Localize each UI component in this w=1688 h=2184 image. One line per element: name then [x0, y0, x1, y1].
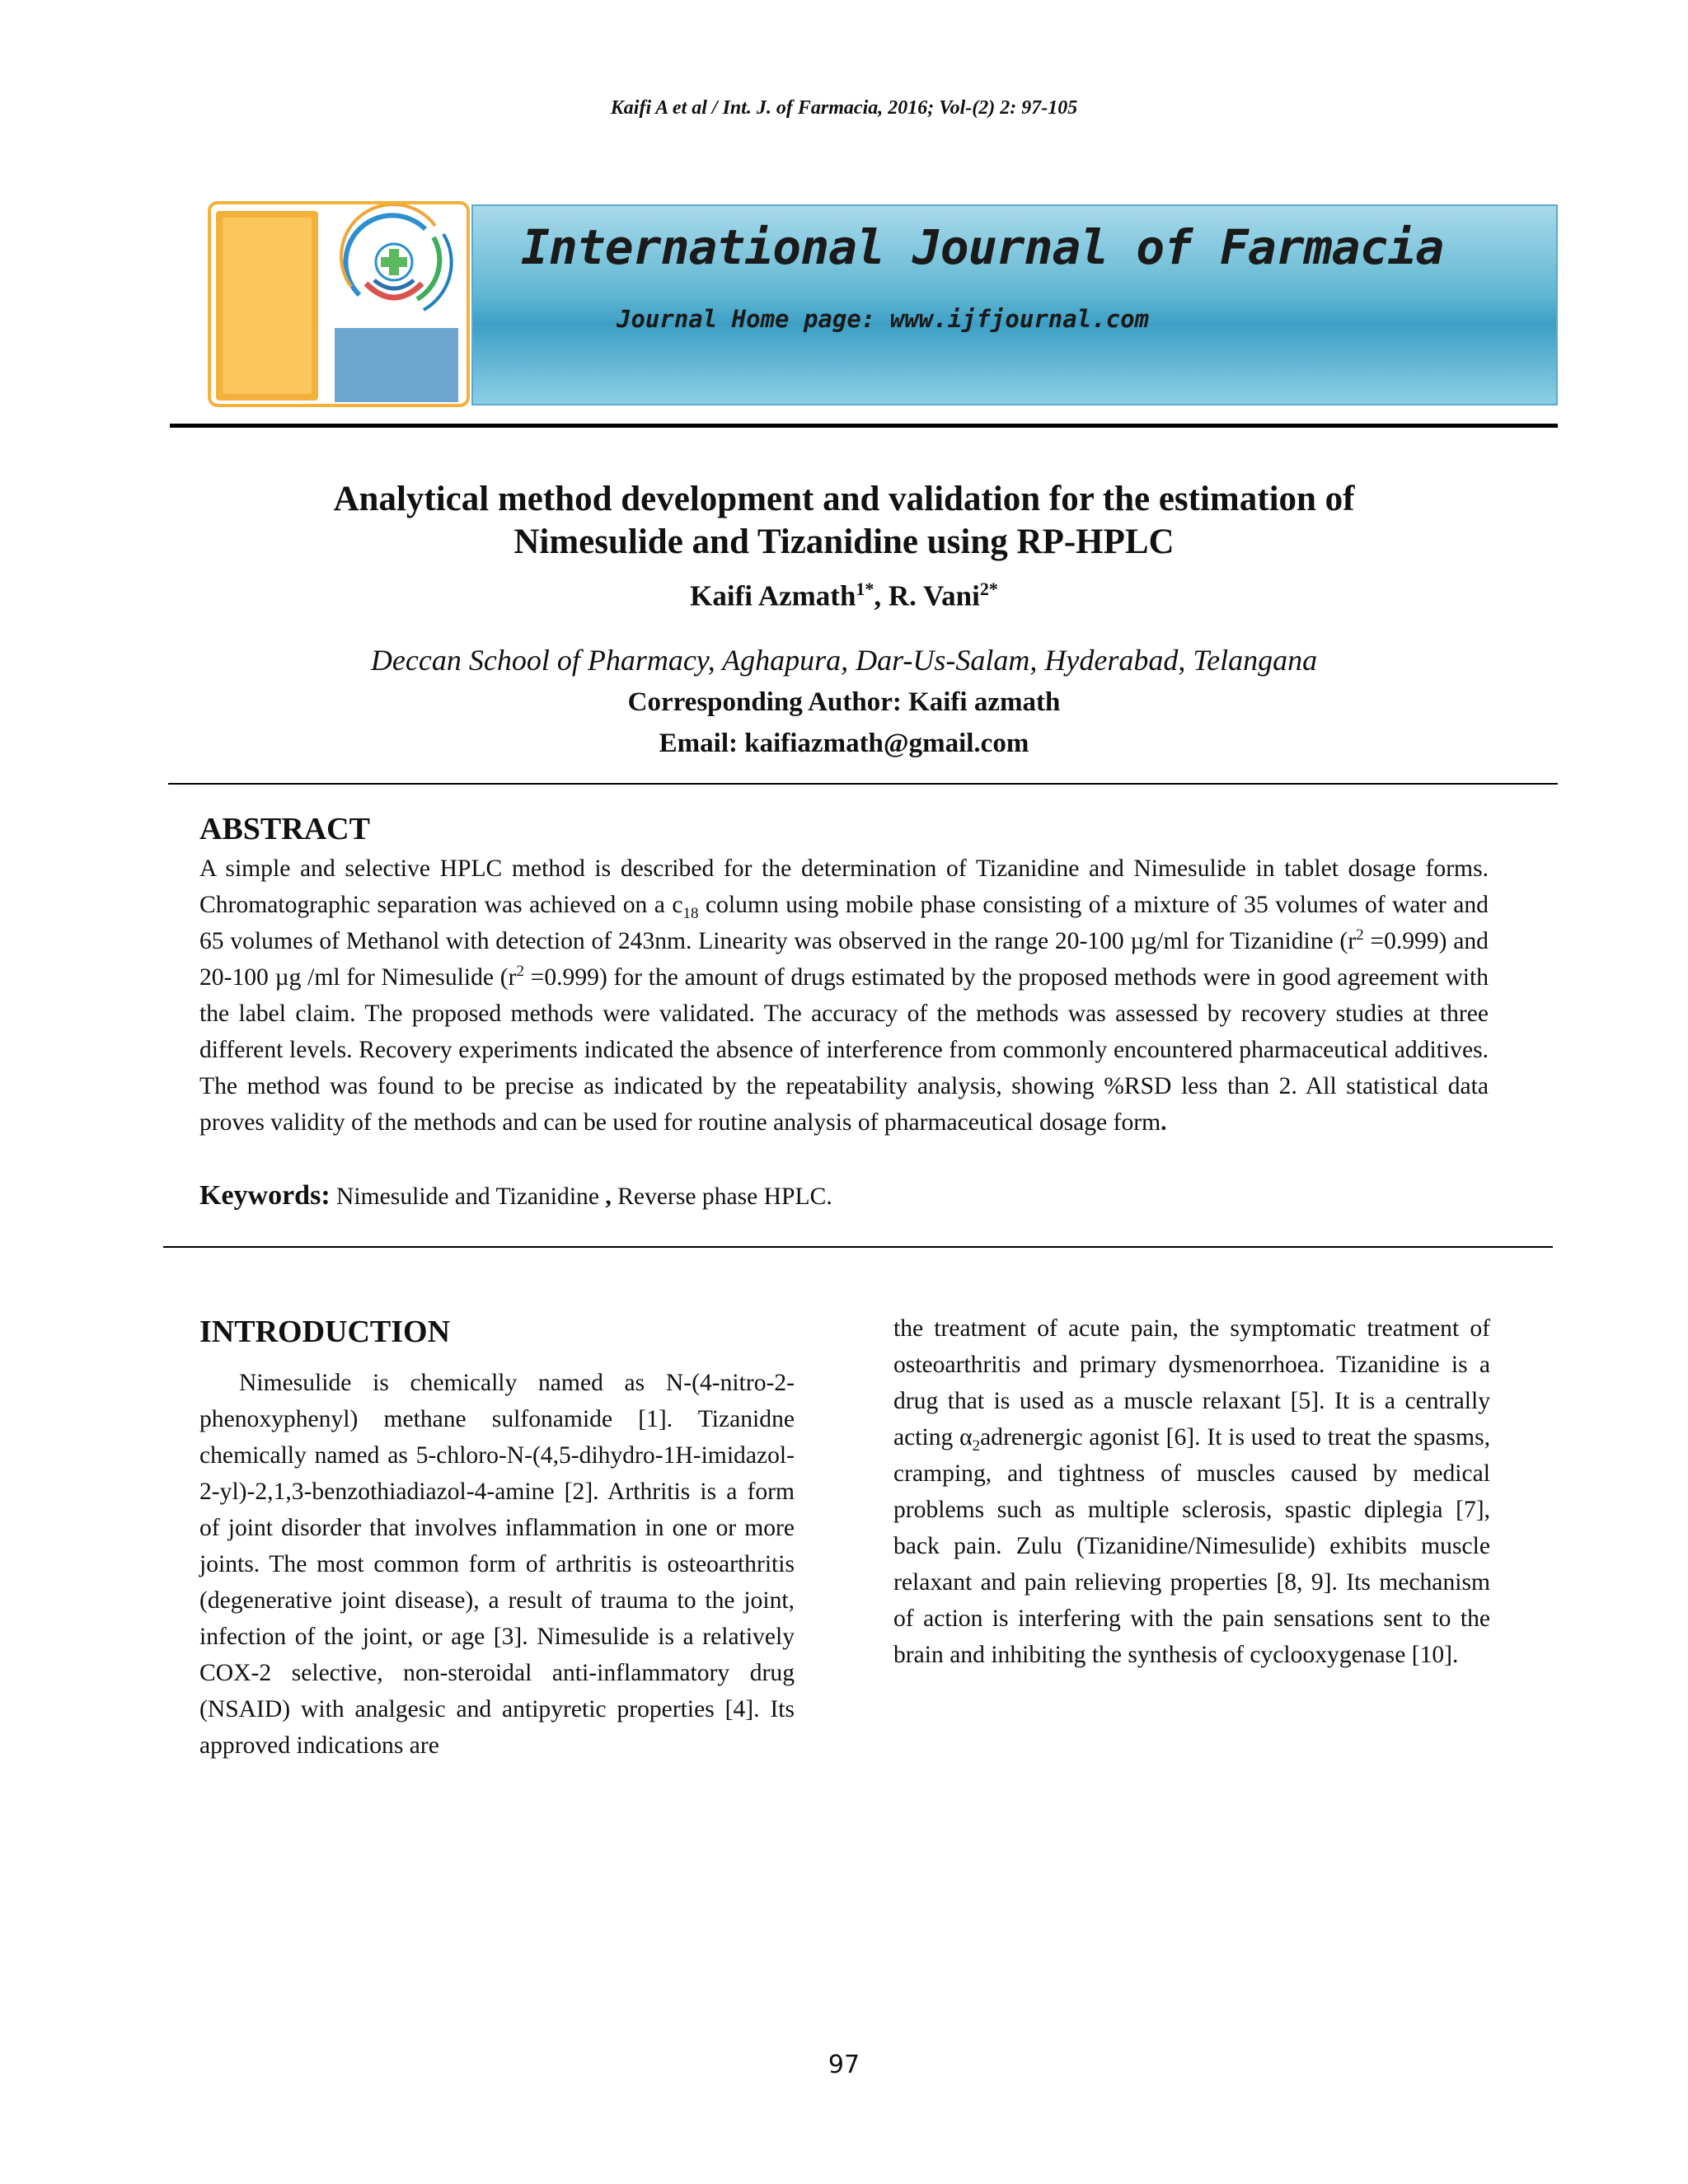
article-title-line-2: Nimesulide and Tizanidine using RP-HPLC — [513, 523, 1175, 561]
medical-cross-icon — [326, 204, 467, 328]
abstract-text-segment: A simple and selective HPLC method is described for the determination of Tizanidine and Nimesulide in tablet dosage forms. Chromatographic separation was achieved on a c — [199, 855, 1489, 918]
author-separator: , — [874, 579, 889, 612]
introduction-heading: INTRODUCTION — [199, 1315, 451, 1349]
abstract-heading: ABSTRACT — [199, 812, 370, 846]
abstract-final-period: . — [1160, 1109, 1167, 1136]
affiliation: Deccan School of Pharmacy, Aghapura, Dar-Us-Salam, Hyderabad, Telangana — [370, 644, 1318, 677]
introduction-left-column: Nimesulide is chemically named as N-(4-nitro-2-phenoxyphenyl) methane sulfonamide [1]. Tizanidne chemically named as 5-chloro-N-(4,5-dihydro-1H-imidazol-2-yl)-2,1,3-benzothiadiazol-4-amine [2]. Arthritis is a form of joint disorder that involves inflammation in one or more joints. The most common form of arthritis is osteoarthritis (degenerative joint disease), a result of trauma to the joint, infection of the joint, or age [3]. Nimesulide is a relatively COX-2 selective, non-steroidal anti-inflammatory drug (NSAID) with analgesic and antipyretic properties [4]. Its approved indications are — [199, 1370, 795, 1759]
superscript: 2 — [516, 963, 524, 981]
intro-text-segment: adrenergic agonist [6]. It is used to treat the spasms, cramping, and tightness of muscles caused by medical problems such as multiple sclerosis, spastic diplegia [7], back pain. Zulu (Tizanidine/Nimesulide) exhibits muscle relaxant and pain relieving properties [8, 9]. Its mechanism of action is interfering with the pain sensations sent to the brain and inhibiting the synthesis of cyclooxygenase [10]. — [893, 1424, 1490, 1668]
abstract-text-segment: =0.999) for the amount of drugs estimated by the proposed methods were in good agreement with the label claim. The proposed methods were validated. The accuracy of the methods was assessed by recovery studies at three different levels. Recovery experiments indicated the absence of interference from commonly encountered pharmaceutical additives. The method was found to be precise as indicated by the repeatability analysis, showing %RSD less than 2. All statistical data proves validity of the methods and can be used for routine analysis of pharmaceutical dosage form — [199, 964, 1489, 1136]
author-affiliation-mark: 2* — [979, 579, 998, 599]
subscript: 18 — [682, 904, 699, 922]
author-name: R. Vani — [888, 579, 980, 612]
abstract-text-segment: column using mobile phase consisting of a mixture of 35 volumes of water and 65 volumes of Methanol with detection of 243nm. Linearity was observed in the range 20-100 µg/ml for Tizanidine (r — [199, 892, 1489, 954]
page-number: 97 — [828, 2050, 860, 2079]
subscript: 2 — [972, 1436, 981, 1455]
author-email: Email: kaifiazmath@gmail.com — [659, 729, 1029, 758]
keywords-text: Reverse phase HPLC. — [611, 1183, 832, 1210]
article-title-line-1: Analytical method development and validation for the estimation of — [333, 480, 1355, 518]
abstract-divider — [163, 1246, 1553, 1248]
logo-yellow-panel — [216, 211, 318, 401]
journal-home-page: Journal Home page: www.ijfjournal.com — [617, 305, 1150, 333]
keywords-comma: , — [605, 1183, 612, 1210]
header-divider — [168, 783, 1558, 785]
masthead-rule — [170, 424, 1558, 428]
logo-blue-panel — [335, 328, 458, 402]
intro-text-segment: the treatment of acute pain, the symptomatic treatment of osteoarthritis and primary dysmenorrhoea. Tizanidine is a drug that is used as a muscle relaxant [5]. It is a centrally acting α — [893, 1315, 1490, 1451]
journal-logo — [208, 201, 470, 407]
running-head: Kaifi A et al / Int. J. of Farmacia, 2016; Vol-(2) 2: 97-105 — [610, 97, 1078, 119]
abstract-body — [199, 851, 1489, 1141]
keywords-text: Nimesulide and Tizanidine — [330, 1183, 606, 1210]
corresponding-author: Corresponding Author: Kaifi azmath — [627, 687, 1061, 717]
author-name: Kaifi Azmath — [690, 579, 856, 612]
journal-title: International Journal of Farmacia — [521, 219, 1444, 275]
article-title — [0, 478, 1688, 564]
introduction-right-column — [893, 1310, 1490, 1673]
superscript: 2 — [1356, 926, 1364, 944]
author-affiliation-mark: 1* — [856, 579, 874, 599]
abstract-text-segment: =0.999) and 20-100 µg /ml for Nimesulide (r — [199, 928, 1489, 991]
keywords-label: Keywords: — [199, 1180, 331, 1211]
keywords — [199, 1180, 1489, 1212]
author-list — [0, 579, 1688, 613]
journal-masthead — [204, 199, 1561, 414]
